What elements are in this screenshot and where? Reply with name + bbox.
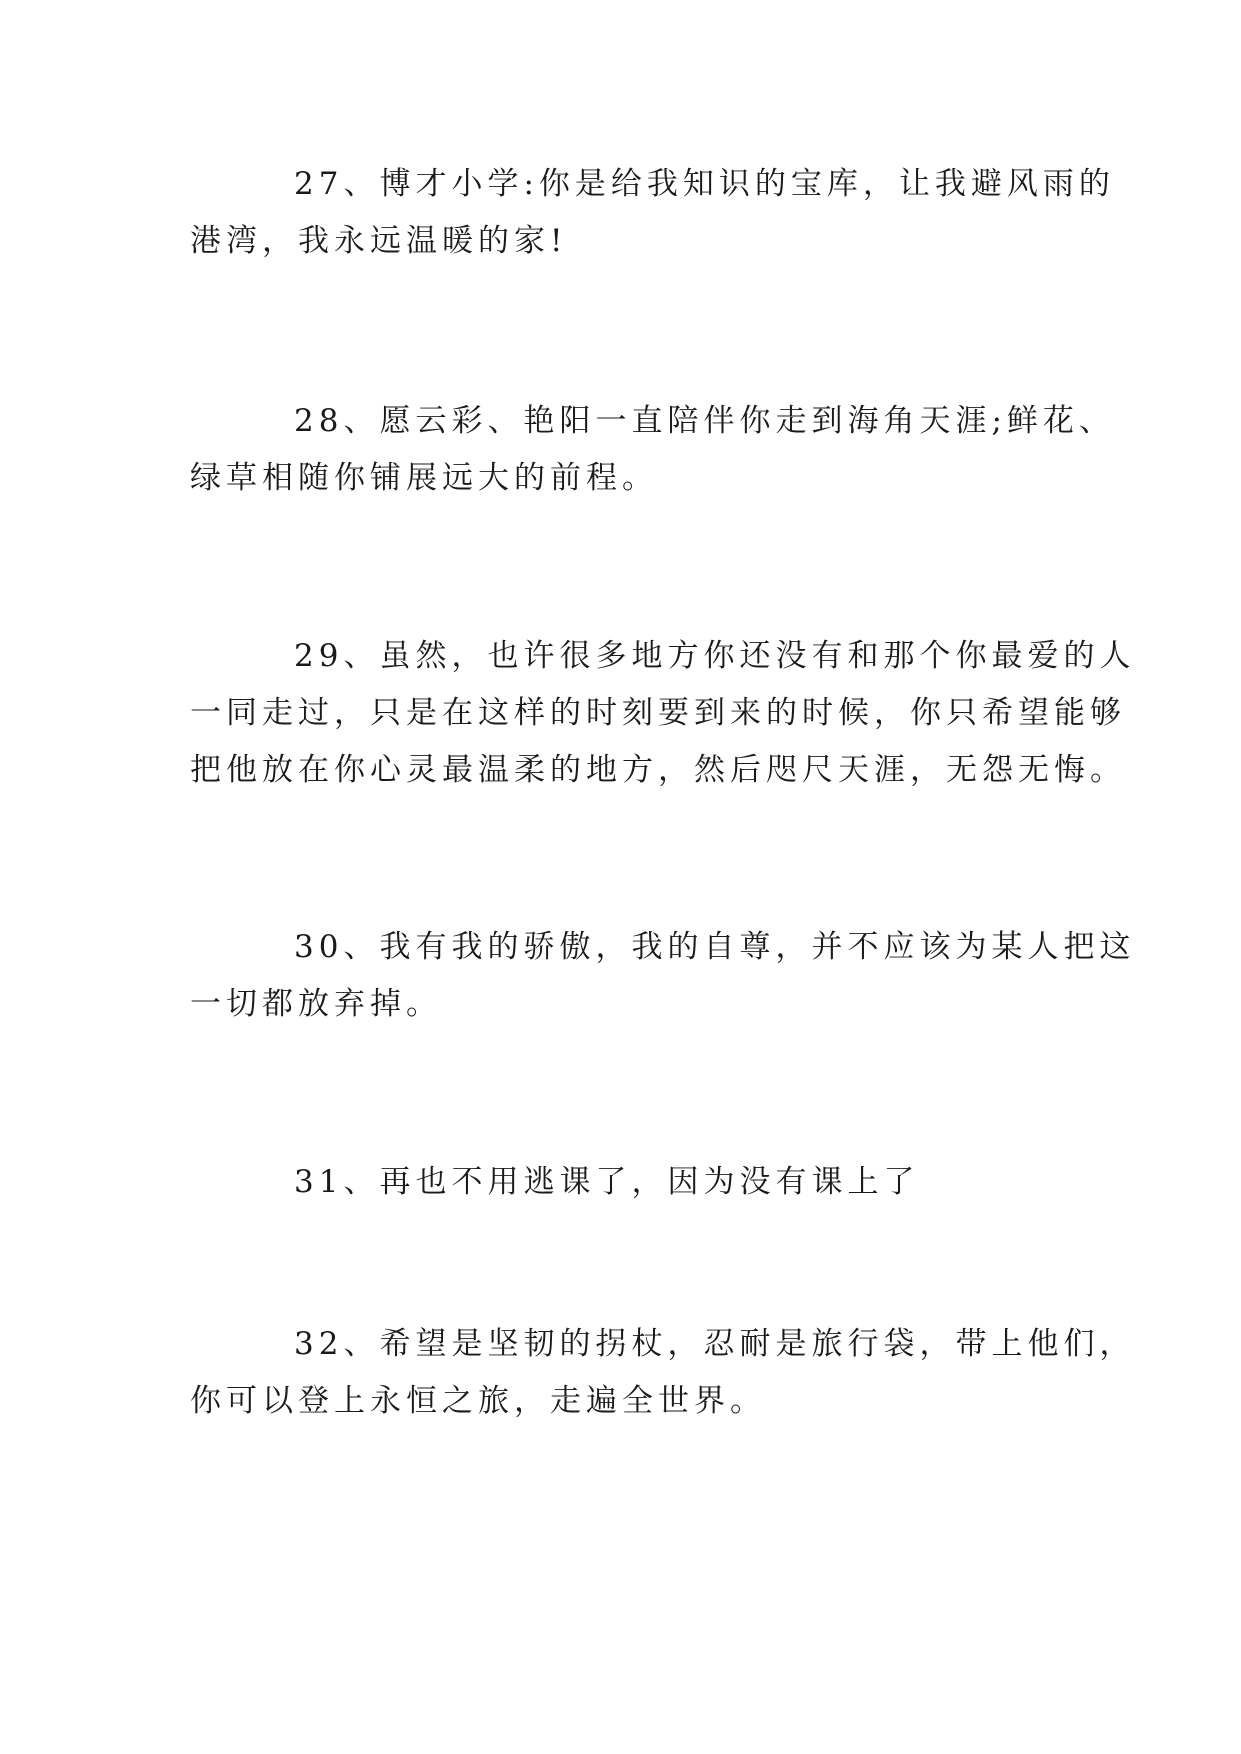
paragraph-line: 29、虽然，也许很多地方你还没有和那个你最爱的人 bbox=[294, 638, 1136, 674]
paragraph-line: 30、我有我的骄傲，我的自尊，并不应该为某人把这 bbox=[294, 929, 1136, 965]
paragraph-31 bbox=[190, 1154, 1070, 1211]
paragraph-29 bbox=[190, 628, 1136, 799]
paragraph-line: 港湾，我永远温暖的家! bbox=[190, 223, 568, 259]
paragraph-line: 你可以登上永恒之旅，走遍全世界。 bbox=[190, 1383, 766, 1419]
paragraph-32 bbox=[190, 1316, 1136, 1430]
paragraph-27 bbox=[190, 156, 1115, 270]
paragraph-line: 一同走过，只是在这样的时刻要到来的时候，你只希望能够 bbox=[190, 695, 1126, 731]
paragraph-30 bbox=[190, 919, 1136, 1033]
paragraph-line: 31、再也不用逃课了，因为没有课上了 bbox=[294, 1164, 920, 1200]
paragraph-line: 32、希望是坚韧的拐杖，忍耐是旅行袋，带上他们， bbox=[294, 1326, 1136, 1362]
paragraph-line: 把他放在你心灵最温柔的地方，然后咫尺天涯，无怨无悔。 bbox=[190, 752, 1126, 788]
paragraph-line: 27、博才小学:你是给我知识的宝库，让我避风雨的 bbox=[294, 166, 1115, 202]
paragraph-line: 绿草相随你铺展远大的前程。 bbox=[190, 460, 658, 496]
paragraph-line: 28、愿云彩、艳阳一直陪伴你走到海角天涯;鲜花、 bbox=[294, 403, 1115, 439]
paragraph-28 bbox=[190, 393, 1115, 507]
paragraph-line: 一切都放弃掉。 bbox=[190, 986, 442, 1022]
